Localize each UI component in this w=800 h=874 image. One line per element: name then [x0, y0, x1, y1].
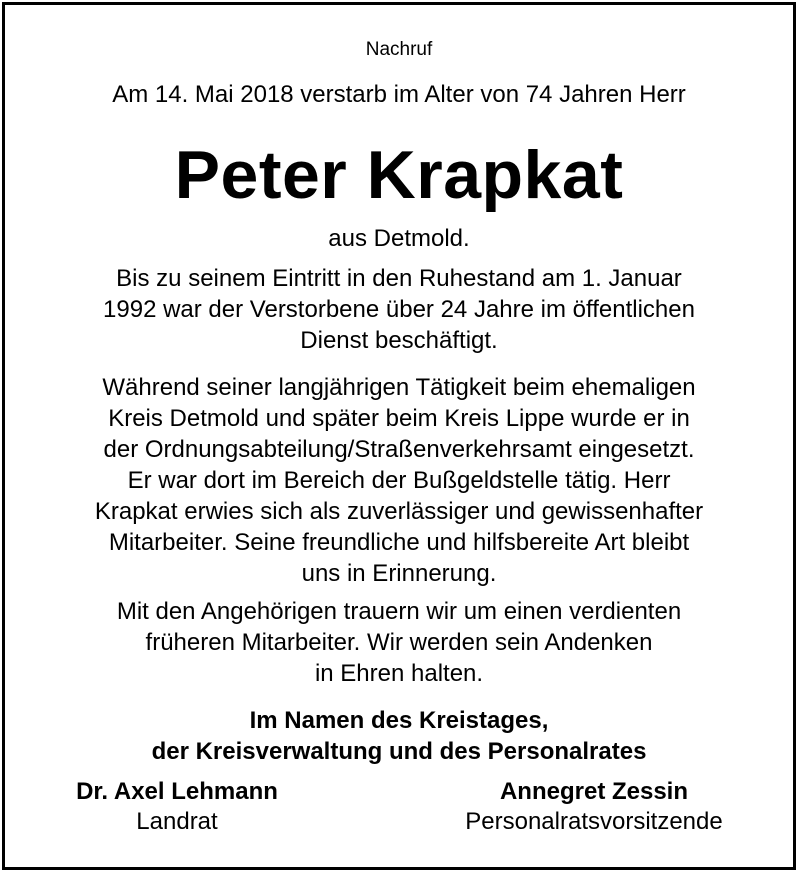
obituary-notice — [2, 2, 796, 870]
deceased-origin: aus Detmold. — [328, 225, 470, 252]
signoff-line: Im Namen des Kreistages, — [249, 707, 549, 734]
paragraph-line: früheren Mitarbeiter. Wir werden sein Andenken — [145, 629, 653, 656]
paragraph-line: der Ordnungsabteilung/Straßenverkehrsamt eingesetzt. — [103, 436, 695, 463]
paragraph-line: Er war dort im Bereich der Bußgeldstelle tätig. Herr — [127, 467, 671, 494]
signatory-title: Landrat — [136, 808, 218, 835]
signatory-title: Personalratsvorsitzende — [465, 808, 723, 835]
paragraph-line: Mit den Angehörigen trauern wir um einen verdienten — [116, 598, 682, 625]
signatory-name: Annegret Zessin — [499, 778, 689, 805]
paragraph-line: uns in Erinnerung. — [301, 560, 497, 587]
notice-heading: Nachruf — [365, 39, 433, 60]
paragraph-line: Krapkat erwies sich als zuverlässiger und gewissenhafter — [94, 498, 704, 525]
signatory-left — [17, 777, 337, 837]
paragraph-line: Dienst beschäftigt. — [300, 327, 498, 354]
notice-intro: Am 14. Mai 2018 verstarb im Alter von 74 Jahren Herr — [112, 81, 686, 108]
paragraph-mourning — [5, 596, 793, 689]
paragraph-line: Kreis Detmold und später beim Kreis Lippe wurde er in — [108, 405, 690, 432]
paragraph-line: Mitarbeiter. Seine freundliche und hilfsbereite Art bleibt — [108, 529, 690, 556]
paragraph-service — [5, 372, 793, 589]
paragraph-line: Während seiner langjährigen Tätigkeit beim ehemaligen — [102, 374, 696, 401]
paragraph-line: Bis zu seinem Eintritt in den Ruhestand am 1. Januar — [116, 265, 682, 292]
paragraph-career — [5, 263, 793, 356]
signoff-line: der Kreisverwaltung und des Personalrates — [151, 738, 647, 765]
paragraph-line: 1992 war der Verstorbene über 24 Jahre im öffentlichen — [103, 296, 695, 323]
deceased-name: Peter Krapkat — [174, 137, 624, 213]
signoff-block — [5, 705, 793, 767]
signatory-name: Dr. Axel Lehmann — [76, 778, 278, 805]
paragraph-line: in Ehren halten. — [314, 660, 484, 687]
signatory-right — [434, 777, 754, 837]
